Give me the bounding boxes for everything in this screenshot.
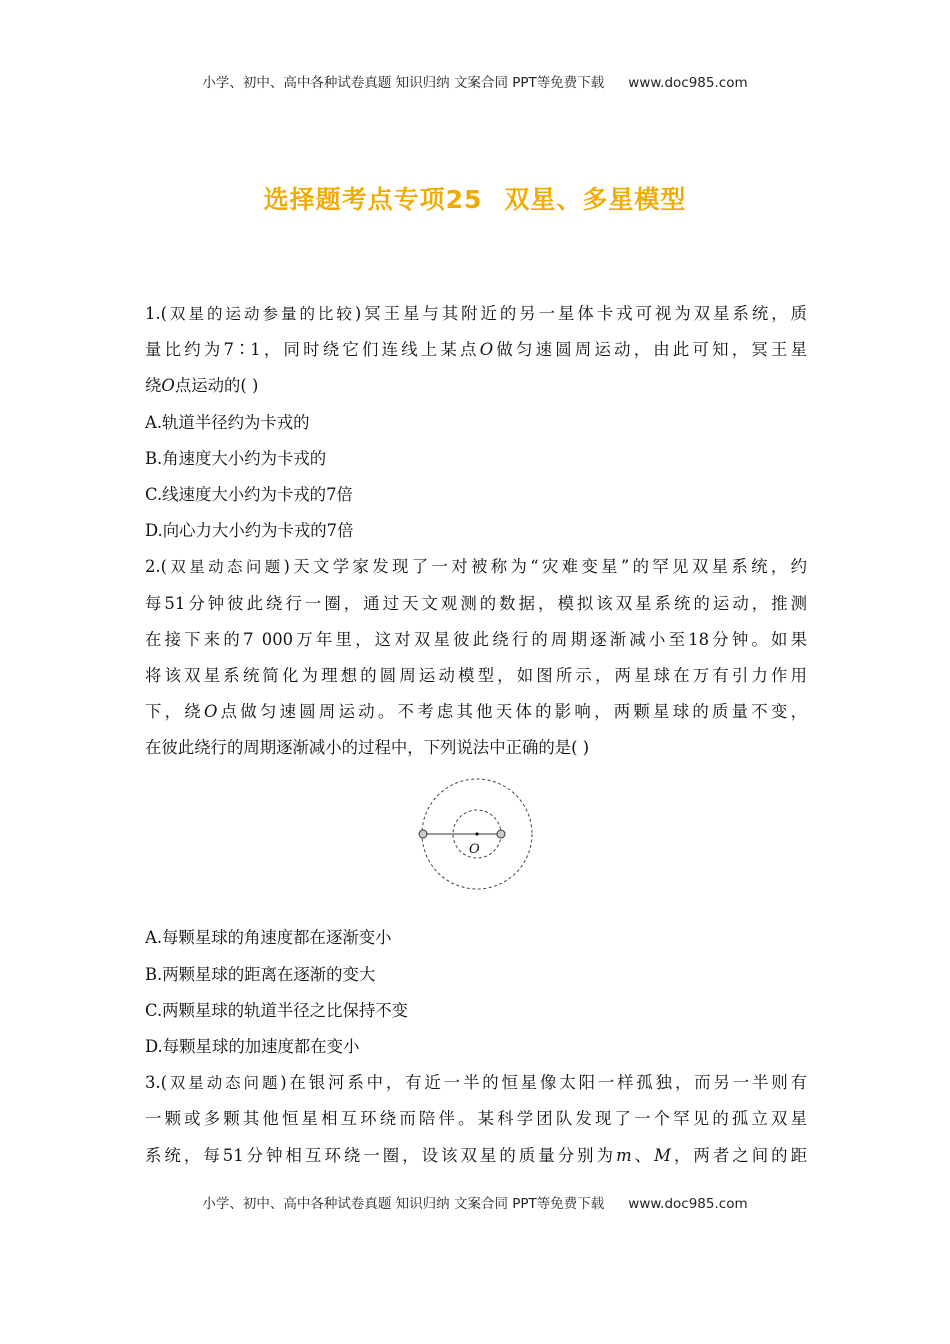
title-part1: 选择题考点专项25 <box>263 185 483 214</box>
header-text: 小学、初中、高中各种试卷真题 知识归纳 文案合同 PPT等免费下载 <box>202 75 605 91</box>
q2-line-2: 每51分钟彼此绕行一圈，通过天文观测的数据，模拟该双星系统的运动，推测 <box>145 593 807 613</box>
q1-tag: 双星的运动参量的比较 <box>167 305 355 323</box>
star-right <box>497 830 505 838</box>
q1-line-1: 1.(双星的运动参量的比较)冥王星与其附近的另一星体卡戎可视为双星系统，质 <box>145 304 807 323</box>
q3-line-2: 一颗或多颗其他恒星相互环绕而陪伴。某科学团队发现了一个罕见的孤立双星 <box>145 1109 807 1129</box>
q1-option-b: B.角速度大小约为卡戎的 <box>145 448 327 468</box>
footer-url[interactable]: www.doc985.com <box>628 1196 748 1212</box>
q2-option-c: C.两颗星球的轨道半径之比保持不变 <box>145 1000 409 1020</box>
q3-tag: 双星动态问题 <box>167 1074 281 1093</box>
q2-line-1: 2.(双星动态问题)天文学家发现了一对被称为“灾难变星”的罕见双星系统，约 <box>145 557 807 577</box>
q2-line-4: 将该双星系统简化为理想的圆周运动模型，如图所示，两星球在万有引力作用 <box>145 665 807 685</box>
q1-line-2: 量比约为7∶1，同时绕它们连线上某点O做匀速圆周运动，由此可知，冥王星 <box>145 340 807 360</box>
q2-line-5: 下，绕O点做匀速圆周运动。不考虑其他天体的影响，两颗星球的质量不变， <box>145 702 807 722</box>
q2-option-a: A.每颗星球的角速度都在逐渐变小 <box>145 928 392 948</box>
q3-line-3: 系统，每51分钟相互环绕一圈，设该双星的质量分别为m、M，两者之间的距 <box>145 1145 807 1165</box>
center-label: O <box>469 842 480 858</box>
question-content <box>145 296 807 1174</box>
binary-star-diagram <box>409 770 539 900</box>
page-footer <box>0 1192 950 1212</box>
title-part2: 双星、多星模型 <box>504 185 687 214</box>
q2-tag: 双星动态问题 <box>167 558 284 577</box>
q2-line-3: 在接下来的7 000万年里，这对双星彼此绕行的周期逐渐减小至18分钟。如果 <box>145 629 807 649</box>
page-title <box>0 180 950 216</box>
header-url[interactable]: www.doc985.com <box>628 75 748 91</box>
q2-option-d: D.每颗星球的加速度都在变小 <box>145 1037 360 1056</box>
footer-text: 小学、初中、高中各种试卷真题 知识归纳 文案合同 PPT等免费下载 <box>202 1196 605 1212</box>
binary-star-figure <box>145 766 807 920</box>
q1-option-c: C.线速度大小约为卡戎的7倍 <box>145 484 353 504</box>
star-left <box>419 830 427 838</box>
q2-line-6: 在彼此绕行的周期逐渐减小的过程中，下列说法中正确的是( ) <box>145 738 590 758</box>
center-point <box>475 833 478 836</box>
q1-option-a: A.轨道半径约为卡戎的 <box>145 412 310 432</box>
q3-line-1: 3.(双星动态问题)在银河系中，有近一半的恒星像太阳一样孤独，而另一半则有 <box>145 1073 807 1093</box>
q2-option-b: B.两颗星球的距离在逐渐的变大 <box>145 964 376 984</box>
page-header <box>0 71 950 91</box>
q1-line-3: 绕O点运动的( ) <box>145 376 259 396</box>
q1-option-d: D.向心力大小约为卡戎的7倍 <box>145 521 354 541</box>
